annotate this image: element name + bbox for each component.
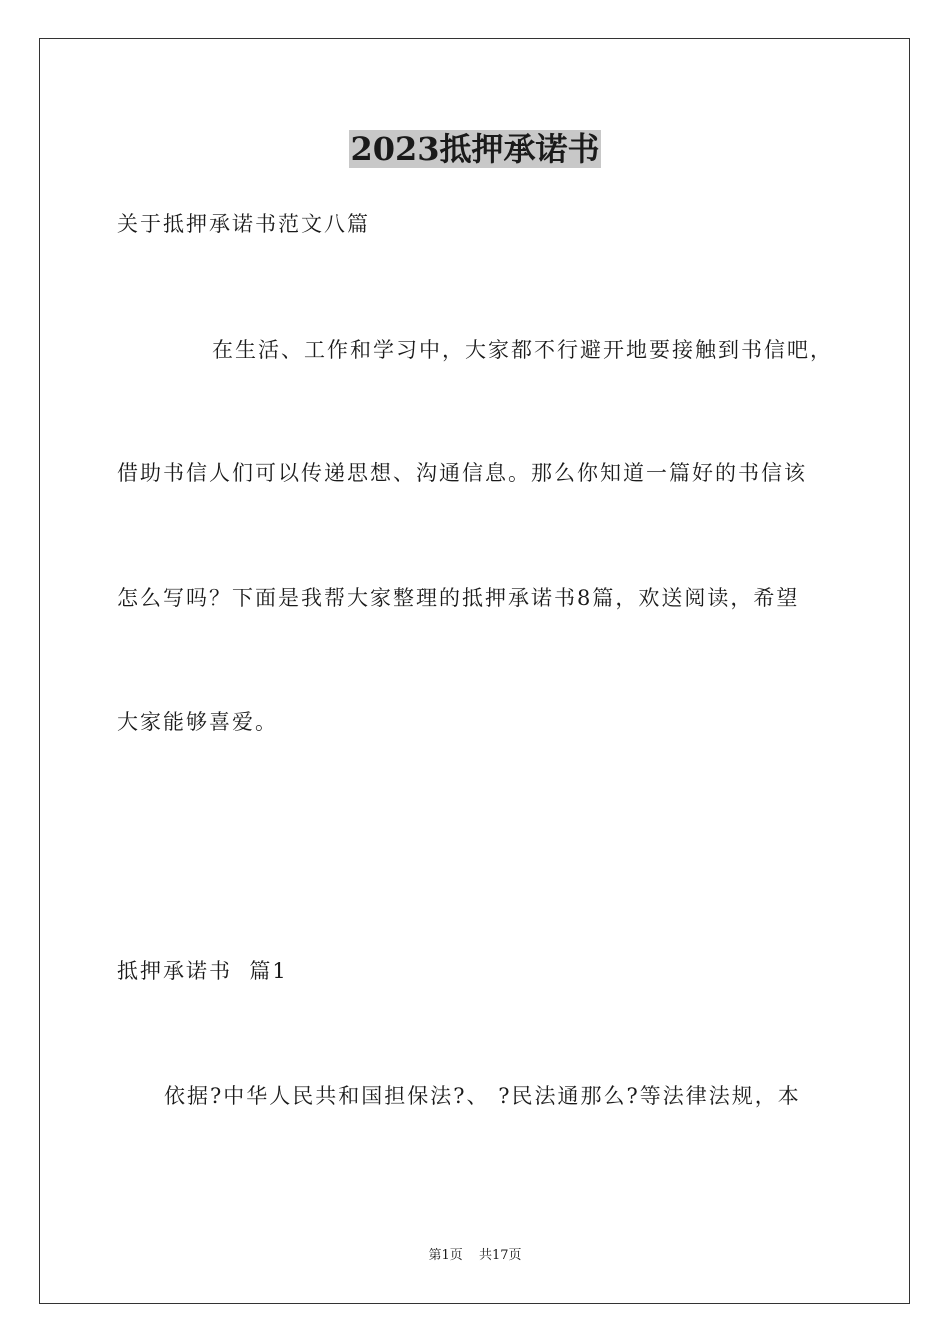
page-number: 第1页	[428, 1248, 463, 1263]
document-title: 2023抵押承诺书	[350, 130, 600, 168]
document-subtitle: 关于抵押承诺书范文八篇	[117, 212, 370, 236]
intro-line-2: 借助书信人们可以传递思想、沟通信息。那么你知道一篇好的书信该	[117, 461, 807, 485]
page-total: 共17页	[478, 1248, 522, 1263]
section-body-line-1: 依据?中华人民共和国担保法?、 ?民法通那么?等法律法规，本	[164, 1084, 801, 1108]
intro-line-3: 怎么写吗？下面是我帮大家整理的抵押承诺书8篇，欢送阅读，希望	[117, 586, 800, 610]
section-heading: 抵押承诺书 篇1	[117, 959, 288, 983]
intro-line-4: 大家能够喜爱。	[117, 710, 278, 734]
intro-line-1: 在生活、工作和学习中，大家都不行避开地要接触到书信吧，	[212, 338, 833, 362]
page-footer	[0, 1247, 950, 1265]
